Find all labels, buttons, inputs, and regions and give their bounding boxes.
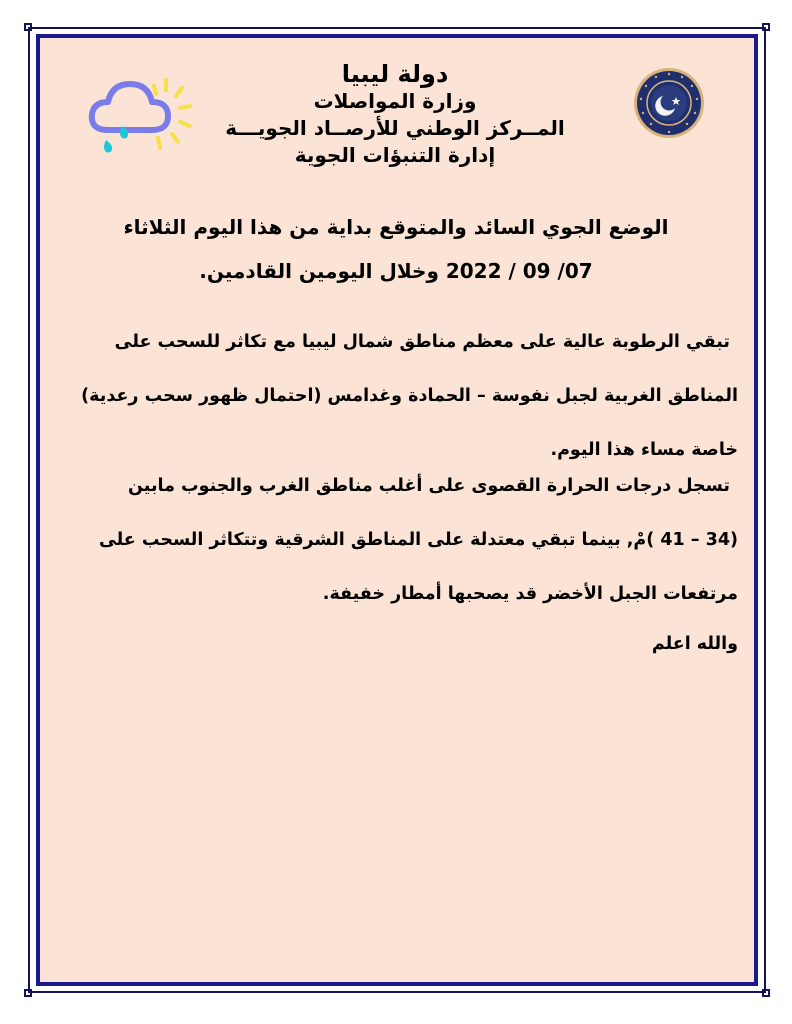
body-line: تسجل درجات الحرارة القصوى على أغلب مناطق الغرب والجنوب مابين — [128, 476, 730, 496]
border-corner — [762, 989, 770, 997]
body-line: تبقي الرطوبة عالية على معظم مناطق شمال ليبيا مع تكاثر للسحب على — [114, 332, 730, 352]
bulletin-title — [60, 205, 732, 293]
title-line: 07/ 09 / 2022 وخلال اليومين القادمين. — [199, 259, 593, 283]
department-name: إدارة التنبؤات الجوية — [294, 143, 496, 167]
center-name: المــركز الوطني للأرصــاد الجويـــة — [225, 116, 565, 140]
border-corner — [24, 23, 32, 31]
closing-line: والله اعلم — [651, 634, 738, 654]
state-name: دولة ليبيا — [341, 60, 449, 88]
border-corner — [24, 989, 32, 997]
body-line: (34 – 41 )مْ, بينما تبقي معتدلة على المناطق الشرقية وتتكاثر السحب على — [98, 530, 738, 550]
body-line: مرتفعات الجبل الأخضر قد يصحبها أمطار خفيفة. — [322, 584, 738, 604]
body-line: خاصة مساء هذا اليوم. — [550, 440, 738, 460]
ministry-seal-icon — [632, 66, 706, 140]
ministry-name: وزارة المواصلات — [313, 89, 477, 113]
border-corner — [762, 23, 770, 31]
body-line: المناطق الغربية لجبل نفوسة – الحمادة وغدامس (احتمال ظهور سحب رعدية) — [81, 386, 738, 406]
title-line: الوضع الجوي السائد والمتوقع بداية من هذا اليوم الثلاثاء — [123, 215, 669, 239]
bulletin-body — [58, 315, 738, 667]
letterhead — [180, 60, 610, 169]
